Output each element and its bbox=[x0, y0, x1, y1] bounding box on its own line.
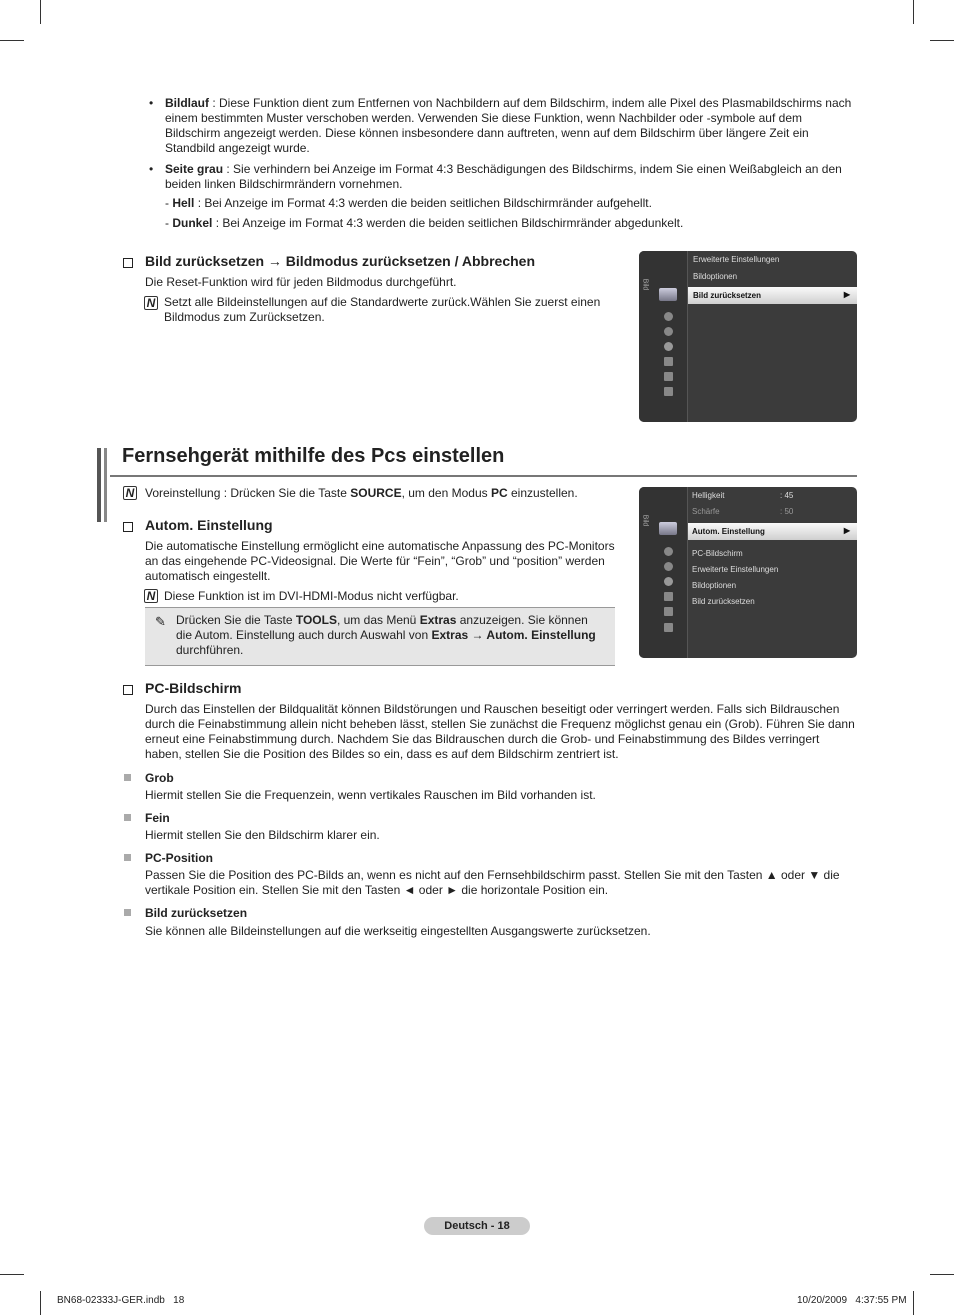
autom-heading: Autom. Einstellung bbox=[145, 517, 273, 533]
sound-icon bbox=[664, 312, 673, 321]
checkbox-icon bbox=[123, 685, 133, 695]
channel-icon bbox=[664, 562, 673, 571]
crop-mark bbox=[913, 0, 914, 24]
bullet-dot: • bbox=[149, 162, 154, 176]
osd-row[interactable]: Bildoptionen bbox=[692, 581, 737, 590]
tools-text: Drücken Sie die Taste TOOLS, um das Menü Extras anzuzeigen. Sie können die Autom. Einstellung auch durch Auswahl von Extras → Autom. Einstellung durchführen. bbox=[176, 613, 596, 657]
crop-mark bbox=[913, 1291, 914, 1315]
crop-mark bbox=[40, 0, 41, 24]
osd-sidebar bbox=[639, 251, 688, 422]
osd-row[interactable]: PC-Bildschirm bbox=[692, 549, 743, 558]
crop-mark bbox=[0, 1274, 24, 1275]
subitem-dunkel: - Dunkel : Bei Anzeige im Format 4:3 werden die beiden seitlichen Bildschirmränder abgedunkelt. bbox=[165, 216, 684, 230]
osd-sidebar bbox=[639, 487, 688, 658]
crop-mark bbox=[0, 40, 24, 41]
footer-date: 10/20/2009 4:37:55 PM bbox=[797, 1295, 907, 1306]
footer-file: BN68-02333J-GER.indb 18 bbox=[57, 1295, 185, 1306]
osd-row[interactable]: Erweiterte Einstellungen bbox=[693, 255, 780, 264]
crop-mark bbox=[930, 1274, 954, 1275]
osd-row[interactable]: Helligkeit bbox=[692, 491, 725, 500]
bullet-bildlauf: Bildlauf : Diese Funktion dient zum Entfernen von Nachbildern auf dem Bildschirm, indem alle Pixel des Plasmabildschirms nach einem bestimmten Muster verschoben werden. Verwenden Sie diese Funktion, wenn Nachbilder oder -symbole auf dem Bildschirm angezeigt werden. Diese können insbesondere dann auftreten, wenn auf dem Bildschirm über längere Zeit ein Standbild angezeigt wurde. bbox=[165, 96, 852, 155]
title-bar-mark bbox=[104, 448, 107, 522]
osd-row[interactable]: Schärfe bbox=[692, 507, 720, 516]
page-title: Fernsehgerät mithilfe des Pcs einstellen bbox=[122, 445, 505, 467]
app-icon bbox=[664, 607, 673, 616]
osd-tag: Bild bbox=[641, 278, 649, 291]
page-number-pill: Deutsch - 18 bbox=[424, 1217, 530, 1235]
bullet-seite-grau: Seite grau : Sie verhindern bei Anzeige im Format 4:3 Beschädigungen des Bildschirms, indem Sie einen Weißabgleich an den beiden linken Bildschirmrändern vornehmen. bbox=[165, 162, 842, 191]
support-icon bbox=[664, 623, 673, 632]
bullet-dot: • bbox=[149, 96, 154, 110]
crop-mark bbox=[930, 40, 954, 41]
item-term: PC-Position bbox=[145, 851, 213, 865]
square-bullet-icon bbox=[124, 854, 131, 861]
osd-row[interactable]: Bild zurücksetzen bbox=[692, 597, 755, 606]
item-text: Hiermit stellen Sie die Frequenzein, wenn vertikales Rauschen im Bild vorhanden ist. bbox=[145, 788, 596, 802]
tools-box bbox=[145, 607, 615, 666]
preset-text: Voreinstellung : Drücken Sie die Taste SOURCE, um den Modus PC einzustellen. bbox=[145, 486, 578, 500]
item-term: Grob bbox=[145, 771, 174, 785]
autom-note: Diese Funktion ist im DVI-HDMI-Modus nicht verfügbar. bbox=[164, 589, 459, 603]
crop-mark bbox=[40, 1291, 41, 1315]
osd-menu-reset bbox=[639, 251, 857, 422]
pc-heading: PC-Bildschirm bbox=[145, 680, 242, 696]
reset-text: Die Reset-Funktion wird für jeden Bildmodus durchgeführt. bbox=[145, 275, 457, 289]
reset-note: Setzt alle Bildeinstellungen auf die Standardwerte zurück.Wählen Sie zuerst einen Bildmodus zum Zurücksetzen. bbox=[164, 295, 601, 324]
item-text: Passen Sie die Position des PC-Bilds an, wenn es nicht auf den Fernsehbildschirm passt. Stellen Sie mit den Tasten ▲ oder ▼ die vertikale Position ein. Stellen Sie mit den Tasten ◄ oder ► die horizontale Position ein. bbox=[145, 868, 840, 897]
sound-icon bbox=[664, 547, 673, 556]
picture-icon bbox=[659, 288, 677, 301]
osd-menu-autom bbox=[639, 487, 857, 658]
square-bullet-icon bbox=[124, 814, 131, 821]
checkbox-icon bbox=[123, 522, 133, 532]
tools-icon: ✎ bbox=[155, 614, 166, 629]
title-bar-mark bbox=[97, 448, 101, 522]
arrow-right-icon: ▶ bbox=[843, 526, 850, 535]
item-term: Bild zurücksetzen bbox=[145, 906, 248, 920]
osd-tag: Bild bbox=[641, 514, 649, 527]
square-bullet-icon bbox=[124, 774, 131, 781]
osd-row[interactable]: Erweiterte Einstellungen bbox=[692, 565, 779, 574]
support-icon bbox=[664, 387, 673, 396]
reset-heading: Bild zurücksetzen → Bildmodus zurücksetzen / Abbrechen bbox=[145, 253, 535, 269]
title-rule bbox=[110, 475, 857, 477]
item-text: Sie können alle Bildeinstellungen auf die werkseitig eingestellten Ausgangswerte zurücksetzen. bbox=[145, 924, 651, 938]
input-icon bbox=[664, 357, 673, 366]
subitem-hell: - Hell : Bei Anzeige im Format 4:3 werden die beiden seitlichen Bildschirmränder aufgehellt. bbox=[165, 196, 652, 210]
checkbox-icon bbox=[123, 258, 133, 268]
note-icon: N bbox=[123, 486, 137, 500]
osd-selected-row[interactable]: Bild zurücksetzen ▶ bbox=[688, 287, 857, 304]
note-icon: N bbox=[144, 589, 158, 603]
osd-value: : 45 bbox=[780, 491, 794, 500]
channel-icon bbox=[664, 327, 673, 336]
autom-text: Die automatische Einstellung ermöglicht eine automatische Anpassung des PC-Monitors an das eingehende PC-Videosignal. Die Werte für “Fein”, “Grob” und “position” werden automatisch eingestellt. bbox=[145, 539, 615, 583]
square-bullet-icon bbox=[124, 909, 131, 916]
item-term: Fein bbox=[145, 811, 170, 825]
picture-icon bbox=[659, 522, 677, 535]
note-icon: N bbox=[144, 296, 158, 310]
item-text: Hiermit stellen Sie den Bildschirm klarer ein. bbox=[145, 828, 380, 842]
osd-value: : 50 bbox=[780, 507, 794, 516]
input-icon bbox=[664, 592, 673, 601]
osd-row[interactable]: Bildoptionen bbox=[693, 272, 738, 281]
setup-icon bbox=[664, 577, 673, 586]
setup-icon bbox=[664, 342, 673, 351]
osd-selected-row[interactable]: Autom. Einstellung ▶ bbox=[688, 523, 857, 540]
pc-text: Durch das Einstellen der Bildqualität können Bildstörungen und Rauschen beseitigt oder verringert werden. Falls sich Bildrauschen durch die Feinabstimmung allein nicht beheben lässt, stellen Sie zunächst die Frequenz möglichst genau ein (Grob). Führen Sie dann erneut eine Feinabstimmung durch. Nachdem Sie das Bildrauschen durch die Grob- und Feinabstimmung des Bildes verringert haben, stellen Sie die Position des Bildes so ein, dass es auf dem Bildschirm zentriert ist. bbox=[145, 702, 855, 761]
app-icon bbox=[664, 372, 673, 381]
arrow-right-icon: ▶ bbox=[843, 290, 850, 299]
